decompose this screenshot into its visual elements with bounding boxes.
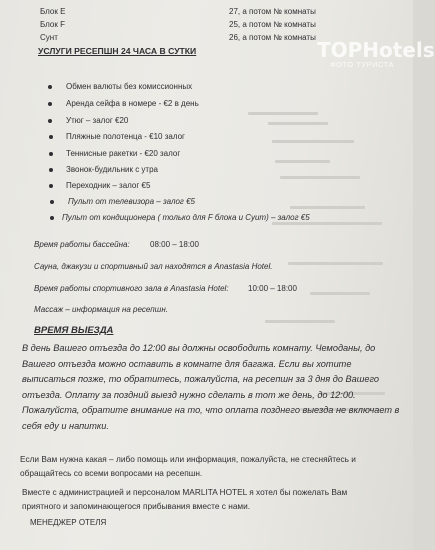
service-item: Звонок-будильник с утра: [66, 165, 158, 174]
gym-hours: 10:00 – 18:00: [248, 284, 297, 293]
block-e-value: 27, а потом № комнаты: [229, 7, 316, 16]
bleed-through-line: [265, 320, 335, 323]
bullet: [49, 168, 53, 172]
bleed-through-line: [288, 262, 383, 265]
gym-label: Время работы спортивного зала в Anastasia Hotel:: [34, 284, 229, 293]
tophotels-watermark: [317, 38, 435, 69]
bleed-through-line: [280, 176, 360, 179]
bleed-through-line: [268, 122, 328, 125]
services-title: УСЛУГИ РЕСЕПШН 24 ЧАСА В СУТКИ: [38, 46, 197, 56]
bullet: [48, 85, 52, 89]
pool-label: Время работы бассейна:: [34, 240, 130, 249]
spa-line: Сауна, джакузи и спортивный зал находятся в Anastasia Hotel.: [34, 262, 273, 271]
block-e-label: Блок E: [40, 7, 66, 16]
service-item: Переходник – залог €5: [66, 181, 151, 190]
bullet: [50, 216, 54, 220]
wish-paragraph: Вместе с администрацией и персоналом MARLITA HOTEL я хотел бы пожелать Вам приятного и запоминающегося прибывания вместе с нами.: [22, 487, 348, 511]
manager-signature: МЕНЕДЖЕР ОТЕЛЯ: [30, 518, 107, 527]
bullet: [48, 102, 52, 106]
bleed-through-line: [275, 160, 330, 163]
block-f-label: Блок F: [40, 20, 65, 29]
bleed-through-line: [272, 140, 354, 143]
watermark-subtext: ФОТО ТУРИСТА: [330, 60, 394, 69]
bleed-through-line: [290, 206, 365, 209]
service-item: Утюг – залог €20: [66, 116, 129, 125]
pool-hours: 08:00 – 18:00: [150, 240, 199, 249]
bleed-through-line: [310, 292, 370, 295]
watermark-text: TOPHotels: [317, 38, 435, 62]
service-item: Пульт от телевизора – залог €5: [68, 197, 195, 206]
service-item: Аренда сейфа в номере - €2 в день: [66, 99, 199, 108]
bleed-through-line: [248, 112, 318, 115]
block-f-value: 25, а потом № комнаты: [229, 20, 316, 29]
service-item: Пульт от кондиционера ( только для F блока и Суит) – залог €5: [62, 213, 310, 222]
checkout-title: ВРЕМЯ ВЫЕЗДА: [34, 325, 114, 336]
service-item: Пляжные полотенца - €10 залог: [66, 132, 185, 141]
massage-line: Массаж – информация на ресепшн.: [34, 305, 168, 314]
service-item: Теннисные ракетки - €20 залог: [66, 149, 181, 158]
checkout-paragraph: В день Вашего отъезда до 12:00 вы должны освободить комнату. Чемоданы, до Вашего отъезда можно оставить в комнате для багажа. Если вы хотите выписаться позже, то обратитесь, пожалуйста, на ресепшн за 3 дня до Вашего отъезда. Оплату за поздний выезд нужно сделать в тот же день, до 12:00. Пожалуйста, обратите внимание на то, что оплата позднего выезда не включает в себя еду и напитки.: [22, 343, 400, 431]
bullet: [49, 184, 53, 188]
help-paragraph: Если Вам нужна какая – либо помощь или информация, пожалуйста, не стесняйтесь и обращайтесь со всеми вопросами на ресепшн.: [20, 454, 356, 478]
suite-label: Сунт: [40, 33, 58, 42]
bullet: [48, 119, 52, 123]
bullet: [49, 152, 53, 156]
bullet: [50, 200, 54, 204]
service-item: Обмен валюты без комиссионных: [66, 82, 193, 91]
bullet: [49, 135, 53, 139]
suite-value: 26, а потом № комнаты: [229, 33, 316, 42]
